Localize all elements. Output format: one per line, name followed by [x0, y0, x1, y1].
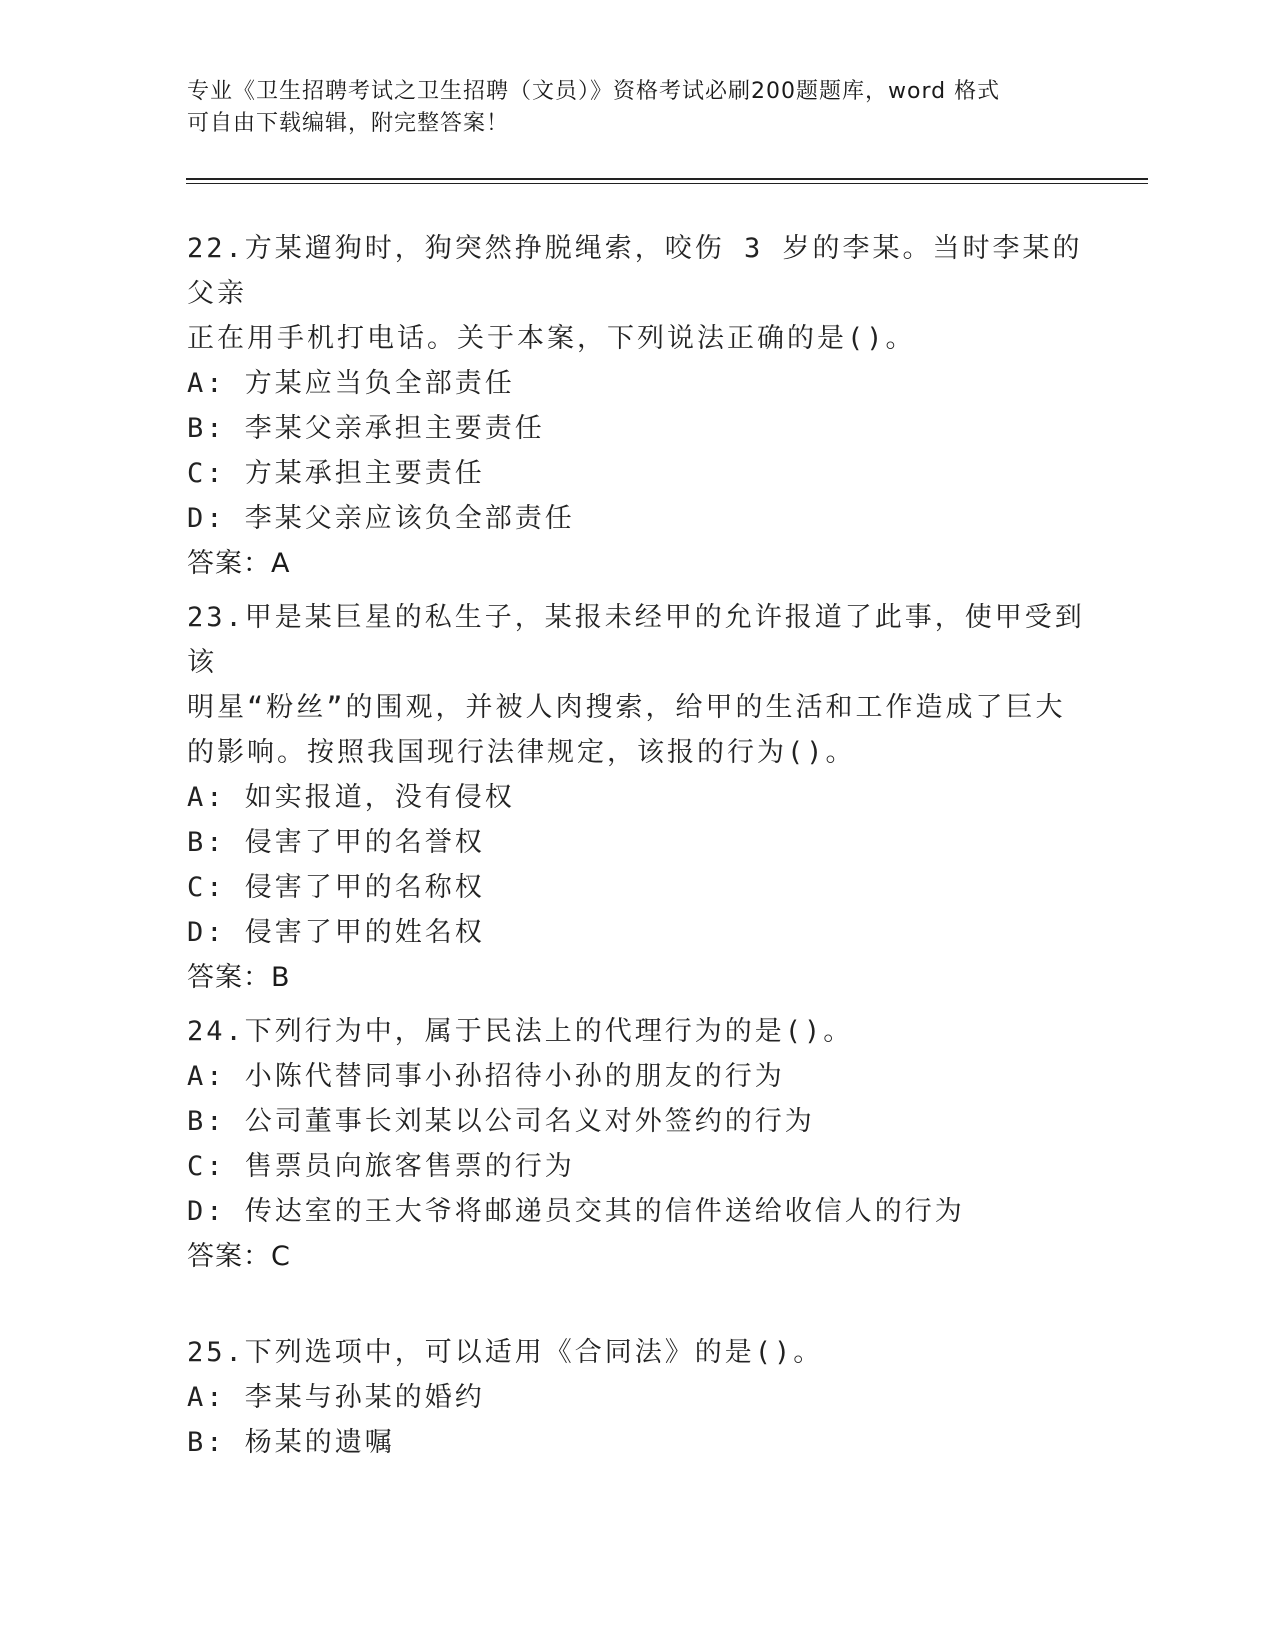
- question-stem-line: 25.下列选项中，可以适用《合同法》的是()。: [187, 1337, 824, 1368]
- header-line-1: 专业《卫生招聘考试之卫生招聘（文员）》资格考试必刷200题题库，word 格式: [187, 79, 1001, 104]
- answer-label: 答案：C: [187, 1241, 291, 1272]
- header-rule-thin: [186, 183, 1148, 184]
- header-line-2: 可自由下载编辑，附完整答案！: [187, 111, 510, 136]
- document-header: [187, 76, 1087, 140]
- question-stem-line: 23.甲是某巨星的私生子，某报未经甲的允许报道了此事，使甲受到该: [187, 602, 1085, 678]
- question-24: [187, 1009, 1087, 1279]
- option-b: B: 公司董事长刘某以公司名义对外签约的行为: [187, 1106, 815, 1137]
- option-d: D: 侵害了甲的姓名权: [187, 917, 485, 948]
- option-c: C: 售票员向旅客售票的行为: [187, 1151, 575, 1182]
- answer-label: 答案：B: [187, 962, 291, 993]
- option-b: B: 侵害了甲的名誉权: [187, 827, 485, 858]
- question-stem-line: 24.下列行为中，属于民法上的代理行为的是()。: [187, 1016, 854, 1047]
- question-25: [187, 1330, 1087, 1465]
- question-stem-line: 的影响。按照我国现行法律规定，该报的行为()。: [187, 737, 856, 768]
- answer-label: 答案：A: [187, 548, 291, 579]
- option-c: C: 方某承担主要责任: [187, 458, 485, 489]
- header-rule-thick: [186, 178, 1148, 180]
- option-d: D: 李某父亲应该负全部责任: [187, 503, 575, 534]
- option-a: A: 如实报道，没有侵权: [187, 782, 515, 813]
- option-d: D: 传达室的王大爷将邮递员交其的信件送给收信人的行为: [187, 1196, 965, 1227]
- option-a: A: 小陈代替同事小孙招待小孙的朋友的行为: [187, 1061, 785, 1092]
- question-stem-line: 明星“粉丝”的围观，并被人肉搜索，给甲的生活和工作造成了巨大: [187, 692, 1066, 723]
- option-b: B: 杨某的遗嘱: [187, 1427, 395, 1458]
- question-stem-line: 22.方某遛狗时，狗突然挣脱绳索，咬伤 3 岁的李某。当时李某的父亲: [187, 233, 1083, 309]
- option-c: C: 侵害了甲的名称权: [187, 872, 485, 903]
- option-a: A: 方某应当负全部责任: [187, 368, 515, 399]
- question-stem-line: 正在用手机打电话。关于本案，下列说法正确的是()。: [187, 323, 916, 354]
- question-22: [187, 226, 1087, 586]
- option-a: A: 李某与孙某的婚约: [187, 1382, 485, 1413]
- option-b: B: 李某父亲承担主要责任: [187, 413, 545, 444]
- question-23: [187, 595, 1087, 1000]
